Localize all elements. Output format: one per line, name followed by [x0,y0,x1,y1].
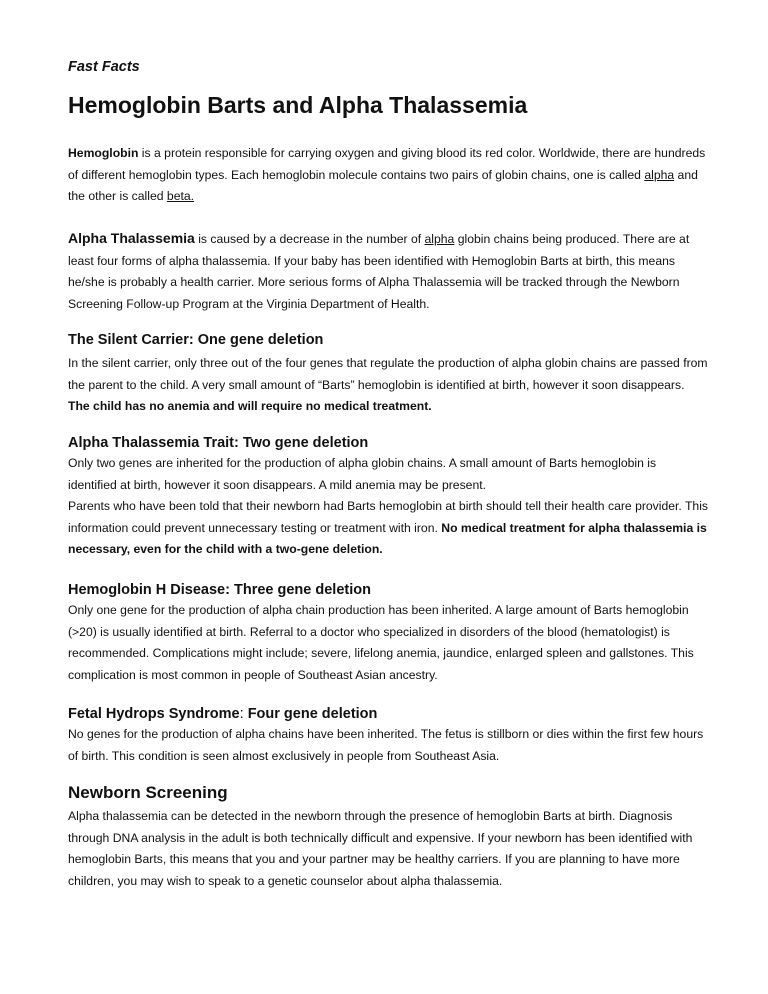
alpha-thalassemia-section [68,228,708,315]
page-title: Hemoglobin Barts and Alpha Thalassemia [68,92,528,118]
trait-heading: Alpha Thalassemia Trait: Two gene deletion [68,435,369,451]
kicker-label: Fast Facts [68,59,140,75]
hydrops-heading: Fetal Hydrops Syndrome: Four gene deletion [68,706,378,722]
intro-paragraph: Hemoglobin is a protein responsible for carrying oxygen and giving blood its red color. Worldwide, there are hundreds of different hemoglobin types. Each hemoglobin molecule contains two pairs of globin chains, one is called alpha and the other is called beta. [68,146,706,204]
hbh-heading: Hemoglobin H Disease: Three gene deletion [68,582,371,598]
hydrops-section [68,704,708,767]
newborn-screening-section [68,782,708,892]
intro-term: Hemoglobin [68,146,139,160]
silent-carrier-section [68,330,708,418]
hydrops-paragraph: No genes for the production of alpha chains have been inherited. The fetus is stillborn or dies within the first few hours of birth. This condition is seen almost exclusively in people from Southeast Asia. [68,727,704,763]
alpha-thalassemia-paragraph: Alpha Thalassemia is caused by a decrease in the number of alpha globin chains being produced. There are at least four forms of alpha thalassemia. If your baby has been identified with Hemoglobin Barts at birth, this means he/she is probably a health carrier. More serious forms of Alpha Thalassemia will be tracked through the Newborn Screening Follow-up Program at the Virginia Department of Health. [68,230,690,311]
hbh-section [68,580,708,686]
trait-emphasis: No medical treatment for alpha thalassemia is necessary, even for the child with a two-gene deletion. [68,520,707,557]
trait-section [68,433,708,561]
silent-carrier-paragraph: In the silent carrier, only three out of the four genes that regulate the production of alpha globin chains are passed from the parent to the child. A very small amount of “Barts” hemoglobin is identified at birth, however it soon disappears. The child has no anemia and will require no medical treatment. [68,356,708,414]
silent-carrier-emphasis: The child has no anemia and will require no medical treatment. [68,399,432,414]
intro-section [68,143,708,208]
hbh-paragraph: Only one gene for the production of alpha chain production has been inherited. A large amount of Barts hemoglobin (>20) is usually identified at birth. Referral to a doctor who specialized in disorders of the blood (hematologist) is recommended. Complications might include; severe, lifelong anemia, jaundice, enlarged spleen and gallstones. This complication is most common in people of Southeast Asian ancestry. [68,603,694,682]
alpha-underlined: alpha [644,167,675,182]
silent-carrier-heading: The Silent Carrier: One gene deletion [68,332,324,348]
alpha-underlined: alpha [424,232,455,246]
newborn-screening-paragraph: Alpha thalassemia can be detected in the newborn through the presence of hemoglobin Barts at birth. Diagnosis through DNA analysis in the adult is both technically difficult and expensive. If your newborn has been identified with hemoglobin Barts, this means that you and your partner may be healthy carriers. If you are planning to have more children, you may wish to speak to a genetic counselor about alpha thalassemia. [68,809,693,888]
newborn-screening-heading: Newborn Screening [68,783,228,802]
alpha-thalassemia-heading: Alpha Thalassemia [68,230,195,246]
beta-underlined: beta. [166,189,195,204]
trait-paragraph-2: Parents who have been told that their newborn had Barts hemoglobin at birth should tell their health care provider. This information could prevent unnecessary testing or treatment with iron. No medical treatment for alpha thalassemia is necessary, even for the child with a two-gene deletion. [68,499,709,557]
trait-paragraph-1: Only two genes are inherited for the production of alpha globin chains. A small amount of Barts hemoglobin is identified at birth, however it soon disappears. A mild anemia may be present. [68,456,657,492]
